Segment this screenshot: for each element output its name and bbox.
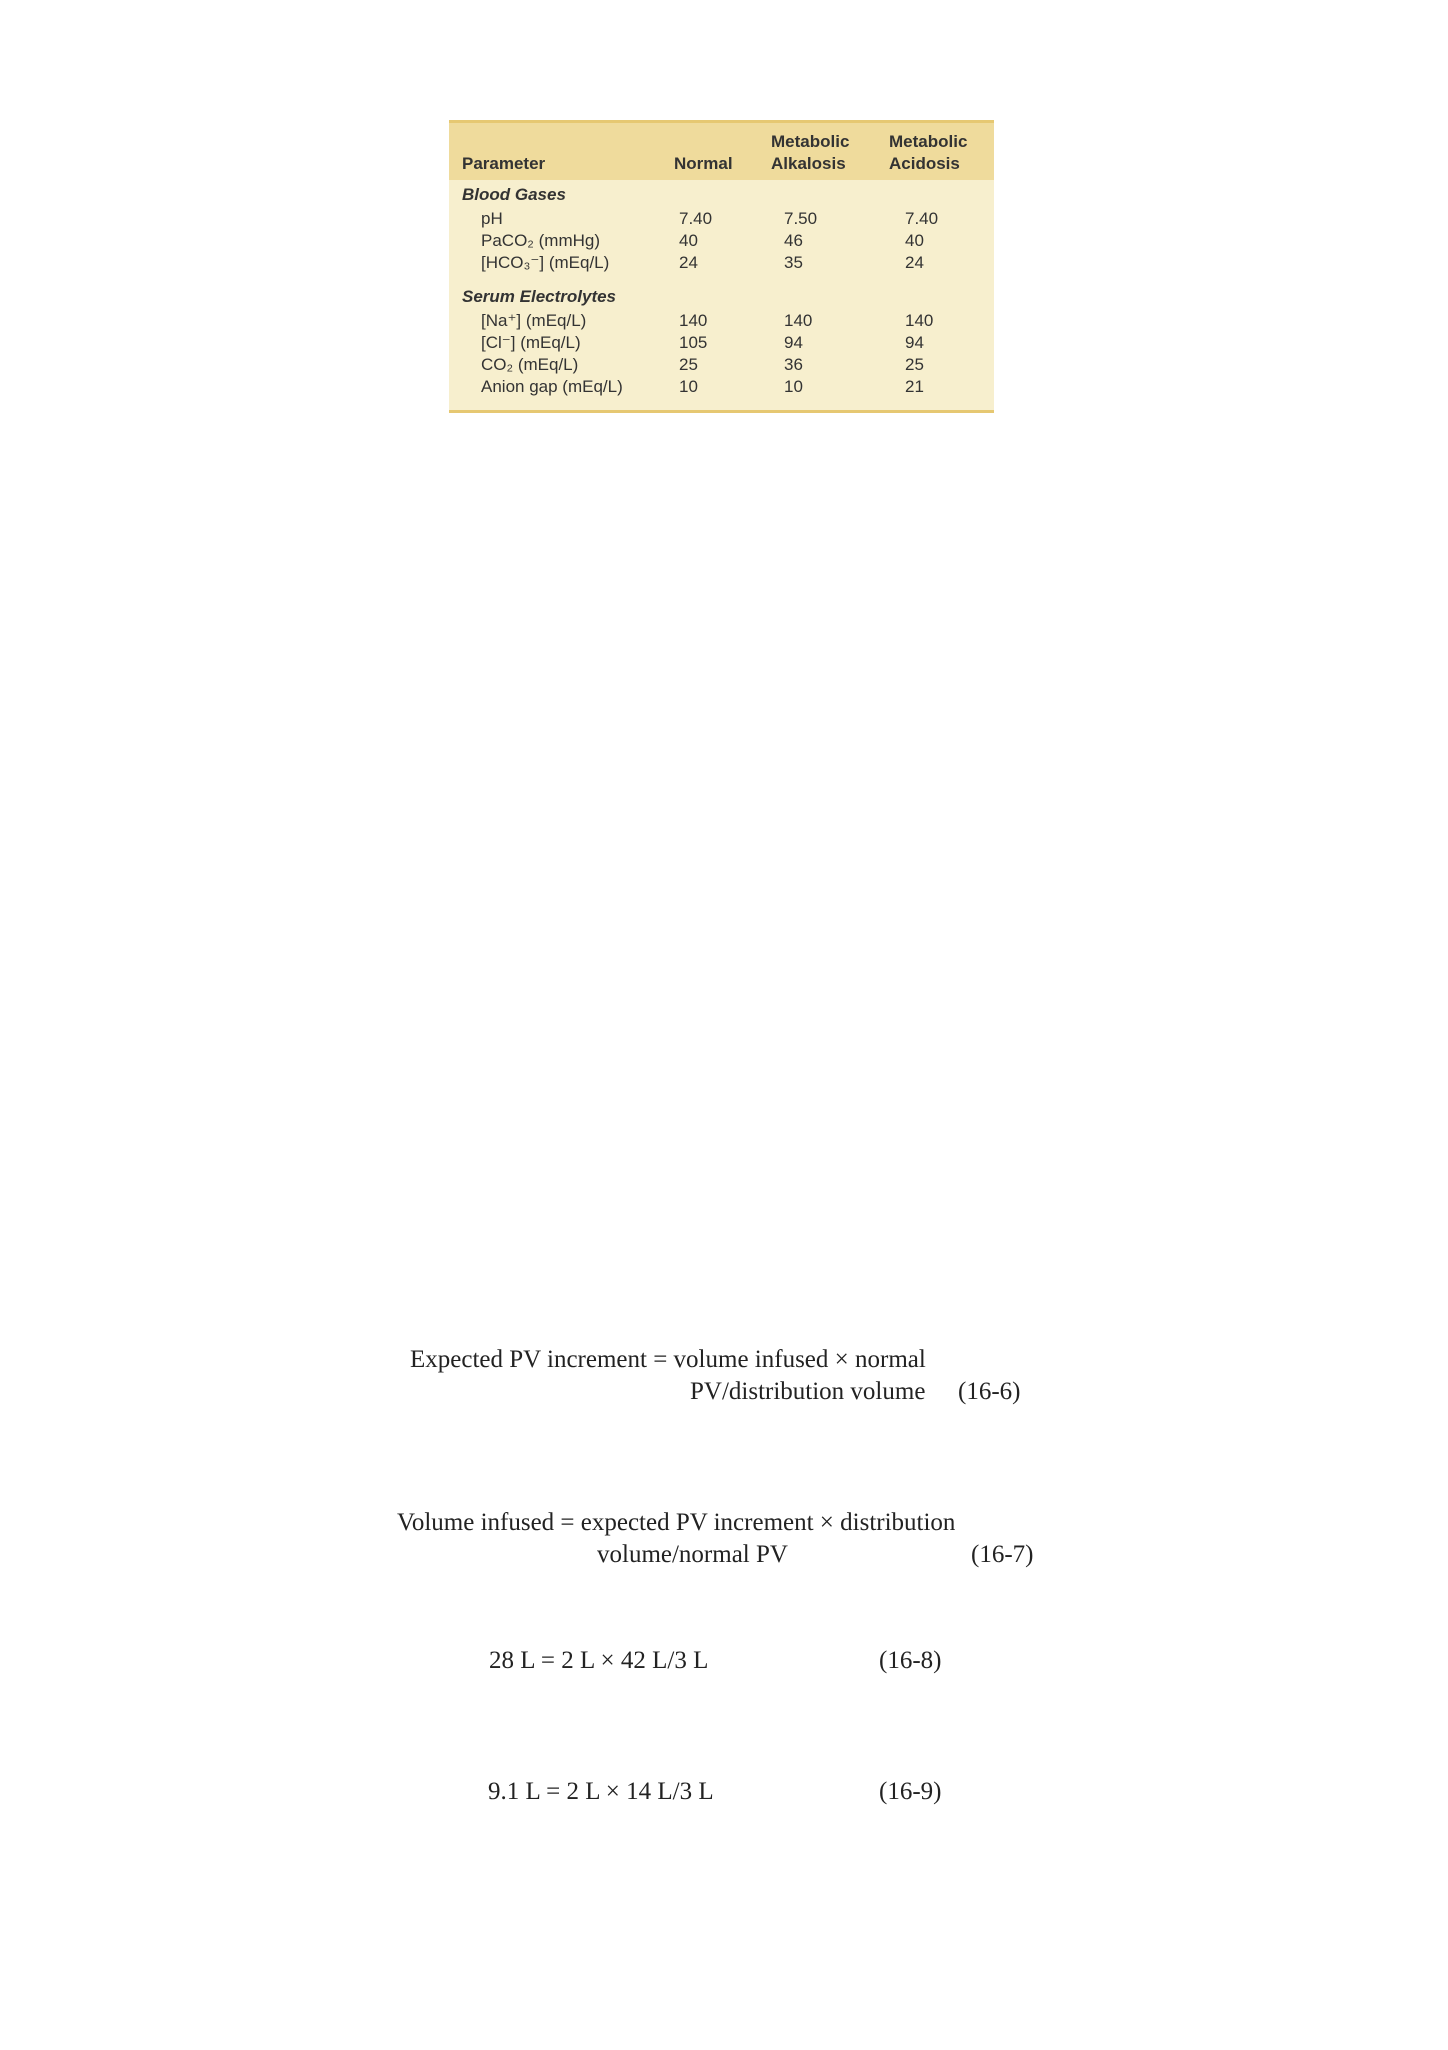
table-row: PaCO₂ (mmHg) 40 46 40 <box>481 231 924 250</box>
header-metabolic-alkalosis: Metabolic Alkalosis <box>771 132 850 173</box>
table-row: [Cl⁻] (mEq/L) 105 94 94 <box>481 333 924 352</box>
equation-16-7-line2: volume/normal PV <box>597 1541 788 1568</box>
table-row: pH 7.40 7.50 7.40 <box>481 209 939 228</box>
table-row: [HCO₃⁻] (mEq/L) 24 35 24 <box>481 253 924 272</box>
table-row: CO₂ (mEq/L) 25 36 25 <box>481 355 924 374</box>
acid-base-table <box>449 120 994 413</box>
equation-16-8: 28 L = 2 L × 42 L/3 L <box>489 1647 709 1674</box>
header-metabolic-acidosis: Metabolic Acidosis <box>889 132 968 173</box>
table-row: Anion gap (mEq/L) 10 10 21 <box>481 377 924 396</box>
equation-16-6-number: (16-6) <box>958 1378 1021 1405</box>
header-normal: Normal <box>674 154 733 173</box>
equation-16-8-number: (16-8) <box>879 1647 942 1674</box>
section-title-serum-electrolytes: Serum Electrolytes <box>462 287 617 306</box>
equation-16-9-number: (16-9) <box>879 1778 942 1805</box>
equation-16-6-line2: PV/distribution volume <box>690 1378 926 1405</box>
table-header <box>449 123 994 180</box>
equation-16-6-line1: Expected PV increment = volume infused × normal <box>410 1346 926 1373</box>
header-parameter: Parameter <box>462 154 546 173</box>
section-title-blood-gases: Blood Gases <box>462 185 566 204</box>
equation-16-7-line1: Volume infused = expected PV increment × distribution <box>397 1509 956 1536</box>
equation-16-9: 9.1 L = 2 L × 14 L/3 L <box>488 1778 714 1805</box>
table-row: [Na⁺] (mEq/L) 140 140 140 <box>481 311 934 330</box>
equation-16-7-number: (16-7) <box>971 1541 1034 1568</box>
